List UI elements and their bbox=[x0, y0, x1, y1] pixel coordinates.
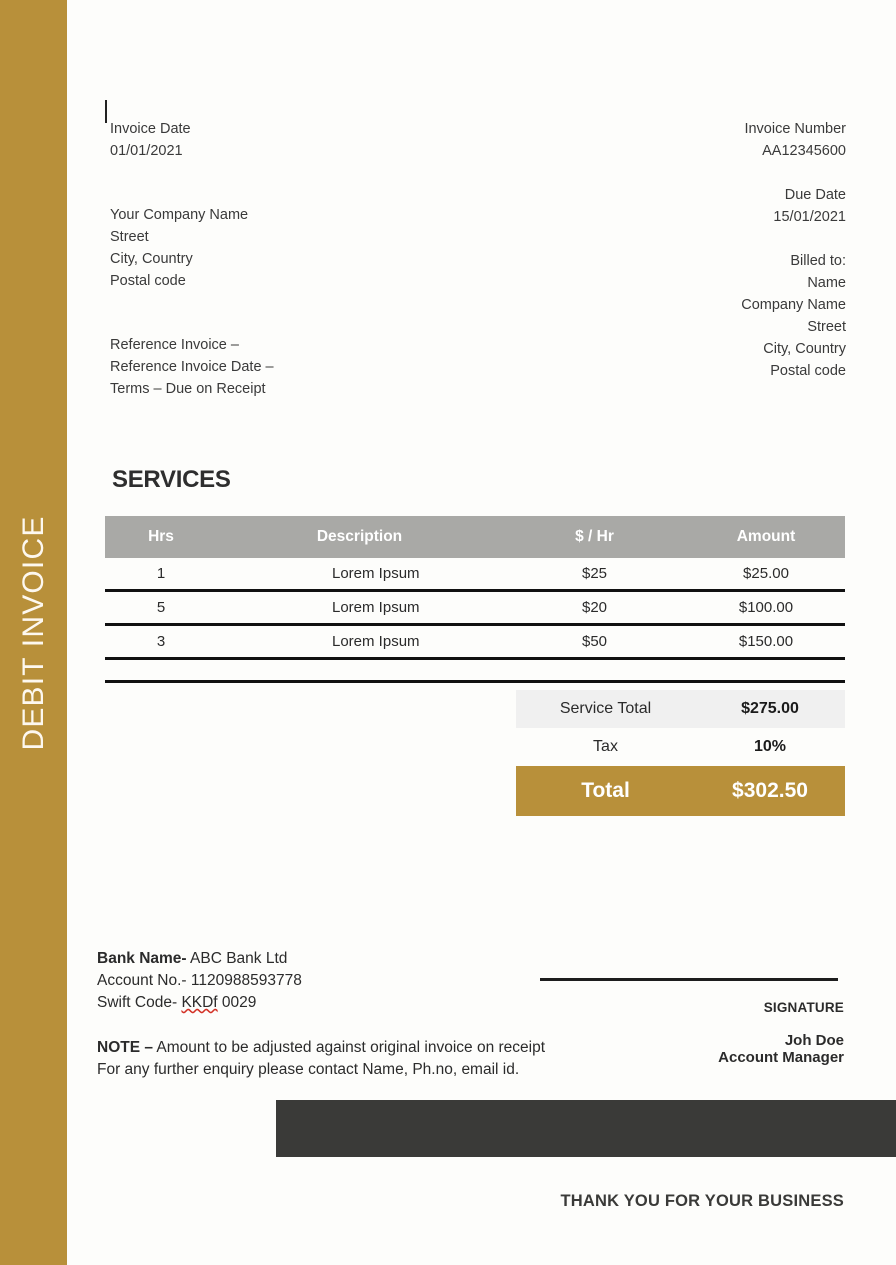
cell-amount: $25.00 bbox=[687, 558, 845, 591]
note-text: Amount to be adjusted against original invoice on receipt bbox=[152, 1039, 546, 1056]
cell-rate: $50 bbox=[502, 625, 687, 659]
reference-invoice: Reference Invoice – bbox=[110, 337, 239, 353]
billed-to-city-country: City, Country bbox=[763, 341, 846, 357]
column-header-rate: $ / Hr bbox=[502, 516, 687, 558]
column-header-hrs: Hrs bbox=[105, 516, 217, 558]
cell-empty bbox=[217, 659, 502, 682]
bank-name-label: Bank Name- bbox=[97, 950, 187, 967]
service-total-value: $275.00 bbox=[741, 700, 799, 717]
cell-rate: $25 bbox=[502, 558, 687, 591]
due-date-value: 15/01/2021 bbox=[773, 209, 846, 225]
note-line-2: For any further enquiry please contact Name, Ph.no, email id. bbox=[97, 1061, 520, 1078]
signature-line bbox=[540, 978, 838, 981]
footer-accent-bar bbox=[276, 1100, 896, 1157]
grand-total-value: $302.50 bbox=[732, 779, 808, 802]
note-label: NOTE – bbox=[97, 1039, 153, 1056]
tax-label: Tax bbox=[593, 738, 618, 755]
note-block bbox=[97, 1037, 545, 1081]
grand-total-label: Total bbox=[581, 779, 630, 802]
thank-you-message: THANK YOU FOR YOUR BUSINESS bbox=[560, 1192, 844, 1210]
invoice-number-value: AA12345600 bbox=[762, 143, 846, 159]
invoice-date-group bbox=[110, 118, 274, 162]
cell-hrs: 1 bbox=[105, 558, 217, 591]
reference-invoice-date: Reference Invoice Date – bbox=[110, 359, 274, 375]
invoice-meta-right bbox=[741, 118, 846, 382]
sender-company-name: Your Company Name bbox=[110, 207, 249, 223]
invoice-number-label: Invoice Number bbox=[744, 121, 846, 137]
swift-code-rest: 0029 bbox=[217, 994, 257, 1011]
services-table bbox=[105, 516, 845, 683]
cell-description: Lorem Ipsum bbox=[217, 625, 502, 659]
due-date-group bbox=[741, 184, 846, 228]
bank-name-line bbox=[97, 948, 302, 970]
billed-to-label: Billed to: bbox=[790, 253, 846, 269]
cell-description: Lorem Ipsum bbox=[217, 558, 502, 591]
service-total-label: Service Total bbox=[559, 700, 652, 717]
sidebar-banner bbox=[0, 0, 67, 1265]
service-total-row bbox=[516, 690, 845, 728]
reference-group bbox=[110, 334, 274, 400]
cell-hrs: 5 bbox=[105, 591, 217, 625]
tax-row bbox=[516, 728, 845, 766]
cell-empty bbox=[105, 659, 217, 682]
column-header-amount: Amount bbox=[687, 516, 845, 558]
text-caret bbox=[105, 100, 107, 123]
signature-title: SIGNATURE bbox=[763, 1000, 844, 1015]
billed-to-company: Company Name bbox=[741, 297, 846, 313]
cell-empty bbox=[687, 659, 845, 682]
sender-postal-code: Postal code bbox=[110, 273, 186, 289]
account-number-line bbox=[97, 970, 302, 992]
column-header-description: Description bbox=[217, 516, 502, 558]
sender-address-group bbox=[110, 204, 274, 292]
tax-value: 10% bbox=[753, 738, 787, 755]
cell-rate: $20 bbox=[502, 591, 687, 625]
sidebar-title: DEBIT INVOICE bbox=[16, 514, 50, 751]
totals-block bbox=[516, 690, 845, 816]
signature-block bbox=[718, 1000, 844, 1066]
cell-amount: $100.00 bbox=[687, 591, 845, 625]
table-row bbox=[105, 625, 845, 659]
bank-details-block bbox=[97, 948, 302, 1014]
billed-to-name: Name bbox=[807, 275, 846, 291]
invoice-number-group bbox=[741, 118, 846, 162]
billed-to-postal-code: Postal code bbox=[770, 363, 846, 379]
billed-to-street: Street bbox=[807, 319, 846, 335]
table-row bbox=[105, 558, 845, 591]
sender-street: Street bbox=[110, 229, 149, 245]
note-line-1 bbox=[97, 1037, 545, 1059]
signature-role: Account Manager bbox=[718, 1049, 844, 1066]
invoice-date-value: 01/01/2021 bbox=[110, 143, 183, 159]
table-header-row bbox=[105, 516, 845, 558]
payment-terms: Terms – Due on Receipt bbox=[110, 381, 266, 397]
signature-name: Joh Doe bbox=[784, 1032, 844, 1049]
invoice-date-label: Invoice Date bbox=[110, 121, 191, 137]
swift-code-misspelled: KKDf bbox=[181, 994, 218, 1011]
due-date-label: Due Date bbox=[784, 187, 846, 203]
cell-hrs: 3 bbox=[105, 625, 217, 659]
grand-total-row bbox=[516, 766, 845, 816]
billed-to-group bbox=[741, 250, 846, 382]
cell-description: Lorem Ipsum bbox=[217, 591, 502, 625]
services-section-title: SERVICES bbox=[112, 466, 231, 493]
table-row bbox=[105, 591, 845, 625]
swift-code-label: Swift Code- bbox=[97, 994, 178, 1011]
cell-empty bbox=[502, 659, 687, 682]
table-row-empty bbox=[105, 659, 845, 682]
swift-code-line bbox=[97, 992, 302, 1014]
invoice-meta-left bbox=[110, 118, 274, 400]
account-number-label: Account No.- bbox=[97, 972, 187, 989]
bank-name-value: ABC Bank Ltd bbox=[186, 950, 288, 967]
account-number-value: 1120988593778 bbox=[186, 972, 302, 989]
cell-amount: $150.00 bbox=[687, 625, 845, 659]
sender-city-country: City, Country bbox=[110, 251, 193, 267]
